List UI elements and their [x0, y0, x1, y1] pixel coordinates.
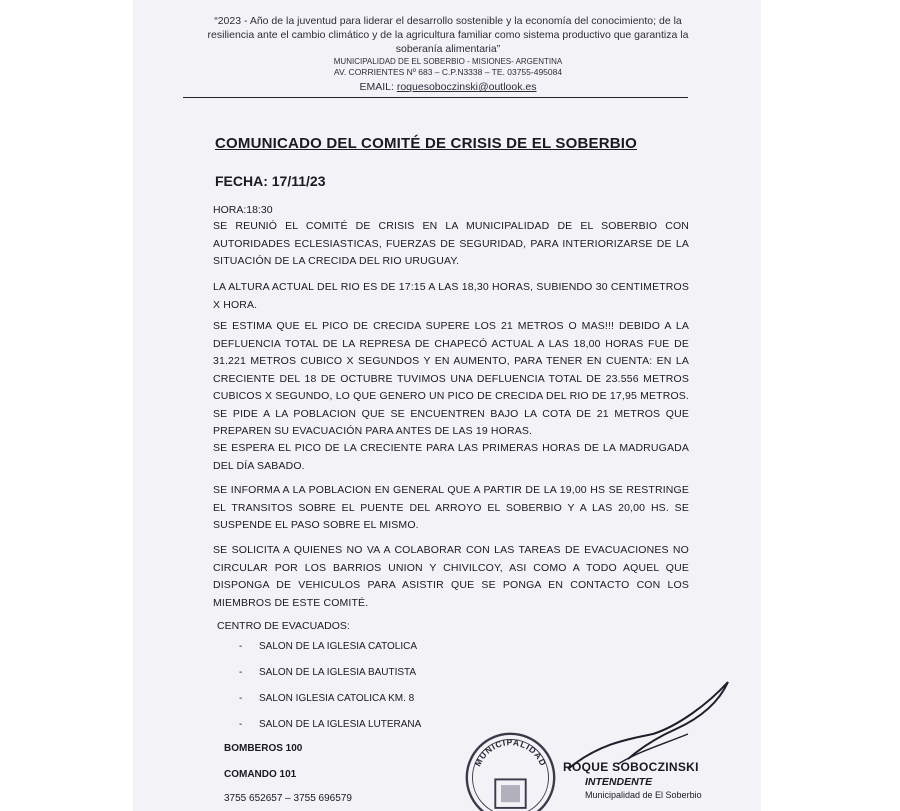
header-divider [183, 97, 688, 98]
header-municipality: MUNICIPALIDAD DE EL SOBERBIO - MISIONES- ARGENTINA [333, 57, 563, 66]
contact-firefighters: BOMBEROS 100 [224, 743, 303, 754]
signature-name: ROQUE SOBOCZINSKI [563, 760, 699, 774]
list-item [239, 693, 421, 719]
document-page [133, 0, 761, 811]
bullet: - [239, 719, 243, 730]
paragraph: SE ESPERA EL PICO DE LA CRECIENTE PARA LAS PRIMERAS HORAS DE LA MADRUGADA DEL DÍA SABADO. [213, 442, 689, 472]
signature-role: INTENDENTE [585, 776, 653, 788]
document-title: COMUNICADO DEL COMITÉ DE CRISIS DE EL SOBERBIO [215, 135, 638, 152]
paragraph: SE ESTIMA QUE EL PICO DE CRECIDA SUPERE LOS 21 METROS O MAS!!! DEBIDO A LA DEFLUENCIA TOTAL DE LA REPRESA DE CHAPECÓ ACTUAL A LAS 18,00 HORAS FUE DE 31.221 METROS CUBICO X SEGUNDOS Y EN AUMENTO, PARA TENER EN CUENTA: EN LA CRECIENTE DEL 18 DE OCTUBRE TUVIMOS UNA DEFLUENCIA TOTAL DE 23.556 METROS CUBICOS X SEGUNDO, LO QUE GENERO UN PICO DE CRECIDA DEL RIO DE 17,95 METROS. SE PIDE A LA POBLACION QUE SE ENCUENTREN BAJO LA COTA DE 21 METROS QUE PREPAREN SU EVACUACIÓN PARA ANTES DE LAS 19 HORAS. [213, 320, 689, 437]
header-address: AV. CORRIENTES Nº 683 – C.P.N3338 – TE. 03755-495084 [333, 67, 563, 77]
list-item [239, 667, 421, 693]
list-item [239, 641, 421, 667]
document-date: FECHA: 17/11/23 [215, 173, 326, 189]
paragraph: LA ALTURA ACTUAL DEL RIO ES DE 17:15 A LAS 18,30 HORAS, SUBIENDO 30 CENTIMETROS X HORA. [213, 281, 689, 311]
list-item [239, 719, 421, 745]
motto-line: soberanía alimentaria” [395, 43, 501, 55]
signature-org: Municipalidad de El Soberbio [585, 790, 702, 800]
motto-line: “2023 - Año de la juventud para liderar el desarrollo sostenible y la economía del conocimiento; de la [214, 15, 682, 27]
document-time: HORA:18:30 [213, 204, 273, 216]
contact-phones: 3755 652657 – 3755 696579 [224, 793, 352, 804]
bullet: - [239, 693, 243, 704]
paragraph: SE REUNIÓ EL COMITÉ DE CRISIS EN LA MUNICIPALIDAD DE EL SOBERBIO CON AUTORIDADES ECLESIASTICAS, FUERZAS DE SEGURIDAD, PARA INTERIORIZARSE DE LA SITUACIÓN DE LA CRECIDA DEL RIO URUGUAY. [213, 220, 689, 267]
paragraph: SE SOLICITA A QUIENES NO VA A COLABORAR CON LAS TAREAS DE EVACUACIONES NO CIRCULAR POR LOS BARRIOS UNION Y CHIVILCOY, ASI COMO A TODO AQUEL QUE DISPONGA DE VEHICULOS PARA ASISTIR QUE SE PONGA EN CONTACTO CON LOS MIEMBROS DE ESTE COMITÉ. [213, 544, 689, 609]
paragraph: SE INFORMA A LA POBLACION EN GENERAL QUE A PARTIR DE LA 19,00 HS SE RESTRINGE EL TRANSITOS SOBRE EL PUENTE DEL ARROYO EL SOBERBIO Y A LAS 20,00 HS. SE SUSPENDE EL PASO SOBRE EL MISMO. [213, 484, 689, 531]
email-link[interactable]: roquesoboczinski@outlook.es [396, 81, 537, 93]
municipal-stamp-icon [463, 730, 558, 811]
evac-center: SALON IGLESIA CATOLICA KM. 8 [259, 693, 415, 704]
header-motto [163, 14, 733, 56]
evac-list [239, 641, 421, 745]
contact-command: COMANDO 101 [224, 769, 297, 780]
evac-heading: CENTRO DE EVACUADOS: [217, 620, 350, 632]
evac-center: SALON DE LA IGLESIA BAUTISTA [259, 667, 417, 678]
email-label: EMAIL: [359, 81, 397, 93]
motto-line: resiliencia ante el cambio climático y de la agricultura familiar como sistema productivo que garantiza la [207, 29, 689, 41]
header-email [163, 80, 733, 94]
bullet: - [239, 667, 243, 678]
evac-center: SALON DE LA IGLESIA CATOLICA [259, 641, 418, 652]
evac-center: SALON DE LA IGLESIA LUTERANA [259, 719, 422, 730]
bullet: - [239, 641, 243, 652]
stamp-text: MUNICIPALIDAD [472, 737, 549, 768]
